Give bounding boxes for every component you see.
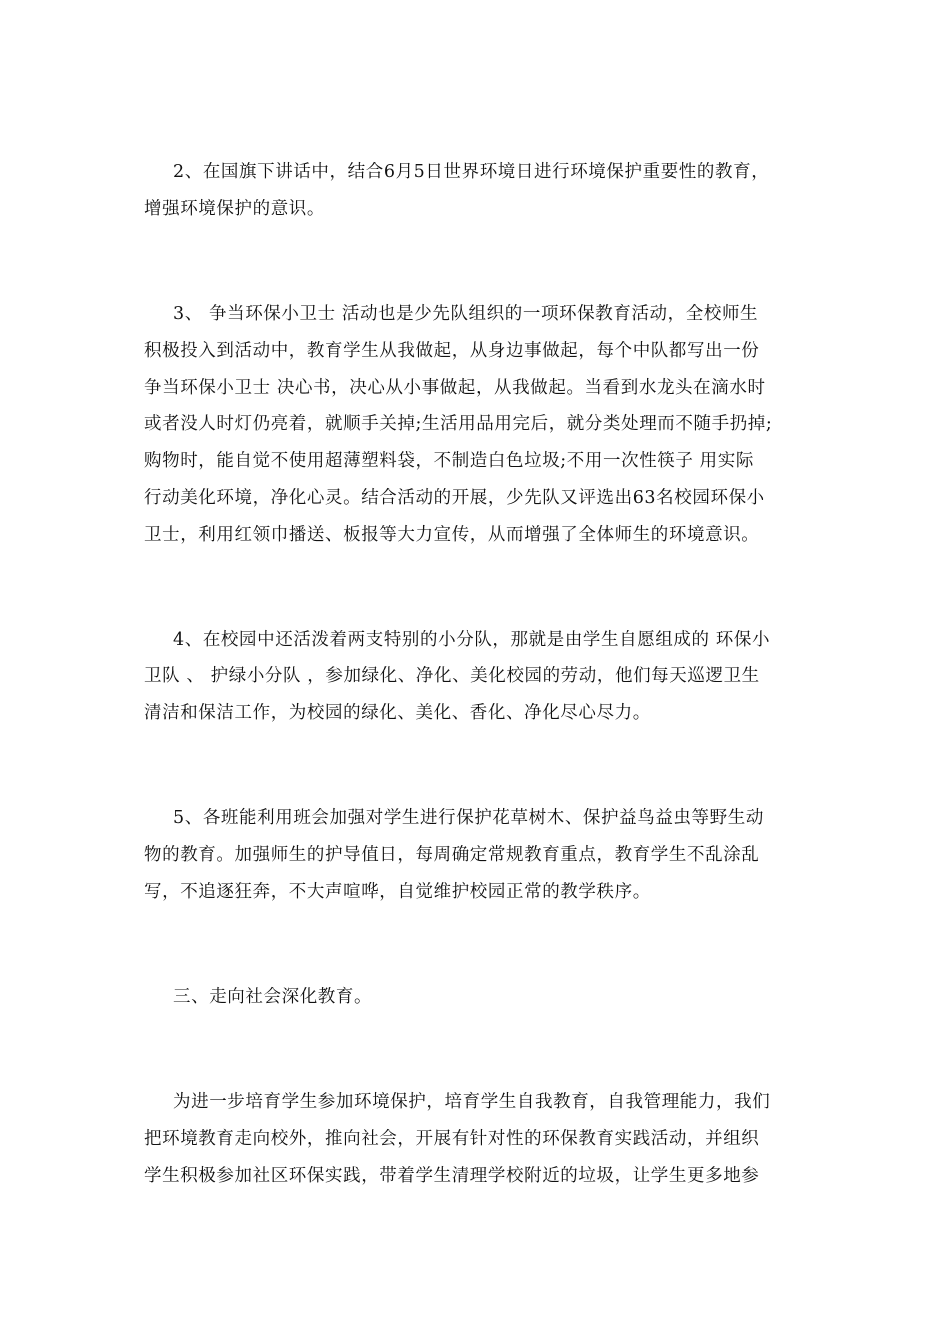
paragraph-1-line-2: 增强环境保护的意识。 [144,199,325,219]
paragraph-3-line-1: 4、在校园中还活泼着两支特别的小分队，那就是由学生自愿组成的 环保小 [173,630,771,650]
paragraph-2-line-4: 或者没人时灯仍亮着，就顺手关掉;生活用品用完后，就分类处理而不随手扔掉; [144,414,773,434]
paragraph-4-line-3: 写，不追逐狂奔，不大声喧哗，自觉维护校园正常的教学秩序。 [144,882,651,902]
paragraph-3-line-3: 清洁和保洁工作，为校园的绿化、美化、香化、净化尽心尽力。 [144,703,651,723]
paragraph-4-line-1: 5、各班能利用班会加强对学生进行保护花草树木、保护益鸟益虫等野生动 [173,808,764,828]
paragraph-2-line-3: 争当环保小卫士 决心书，决心从小事做起，从我做起。当看到水龙头在滴水时 [144,378,766,398]
paragraph-6-line-1: 为进一步培育学生参加环境保护，培育学生自我教育，自我管理能力，我们 [173,1092,771,1112]
paragraph-2-line-5: 购物时，能自觉不使用超薄塑料袋，不制造白色垃圾;不用一次性筷子 用实际 [144,451,754,471]
paragraph-2-line-7: 卫士，利用红领巾播送、板报等大力宣传，从而增强了全体师生的环境意识。 [144,525,760,545]
paragraph-2-line-1: 3、 争当环保小卫士 活动也是少先队组织的一项环保教育活动，全校师生 [173,304,759,324]
paragraph-2-line-2: 积极投入到活动中，教育学生从我做起，从身边事做起，每个中队都写出一份 [144,341,760,361]
paragraph-6-line-3: 学生积极参加社区环保实践，带着学生清理学校附近的垃圾，让学生更多地参 [144,1166,760,1186]
section-heading: 三、走向社会深化教育。 [173,987,373,1007]
paragraph-6-line-2: 把环境教育走向校外，推向社会，开展有针对性的环保教育实践活动，并组织 [144,1129,760,1149]
paragraph-1-line-1: 2、在国旗下讲话中，结合6月5日世界环境日进行环境保护重要性的教育， [173,162,770,182]
paragraph-4-line-2: 物的教育。加强师生的护导值日，每周确定常规教育重点，教育学生不乱涂乱 [144,845,760,865]
paragraph-3-line-2: 卫队 、 护绿小分队 ，参加绿化、净化、美化校园的劳动，他们每天巡逻卫生 [144,666,760,686]
paragraph-2-line-6: 行动美化环境，净化心灵。结合活动的开展，少先队又评选出63名校园环保小 [144,488,765,508]
